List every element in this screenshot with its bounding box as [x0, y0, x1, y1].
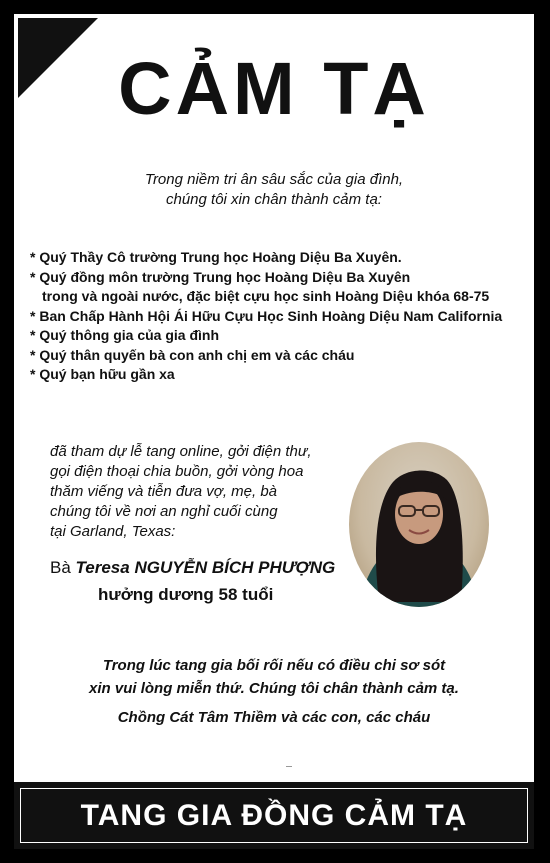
list-item: trong và ngoài nước, đặc biệt cựu học sinh Hoàng Diệu khóa 68-75: [42, 288, 490, 304]
list-item: * Quý bạn hữu gần xa: [30, 366, 175, 382]
list-item: * Ban Chấp Hành Hội Ái Hữu Cựu Học Sinh Hoàng Diệu Nam California: [30, 307, 503, 324]
obituary-card: [14, 14, 534, 849]
thanks-list: [30, 248, 530, 385]
deceased-block: [50, 554, 370, 608]
list-item: * Quý Thầy Cô trường Trung học Hoàng Diệu Ba Xuyên.: [30, 249, 402, 265]
attendance-line: gọi điện thoại chia buồn, gởi vòng hoa: [50, 463, 304, 480]
footer-banner: [14, 782, 534, 849]
intro-line: chúng tôi xin chân thành cảm tạ:: [166, 191, 382, 208]
list-item: * Quý thân quyến bà con anh chị em và các cháu: [30, 346, 355, 363]
closing-text: [14, 654, 534, 700]
attendance-line: chúng tôi về nơi an nghỉ cuối cùng: [50, 503, 278, 520]
list-item: * Quý thông gia của gia đình: [30, 327, 220, 343]
attendance-line: tại Garland, Texas:: [50, 523, 176, 540]
signature: Chồng Cát Tâm Thiềm và các con, các cháu: [117, 709, 431, 726]
closing-line: Trong lúc tang gia bối rối nếu có điều chi sơ sót: [102, 657, 446, 674]
list-item: * Quý đồng môn trường Trung học Hoàng Diệu Ba Xuyên: [30, 268, 411, 285]
attendance-line: thăm viếng và tiễn đưa vợ, mẹ, bà: [50, 483, 278, 500]
portrait-icon: [349, 442, 489, 607]
deceased-name-line: [50, 554, 370, 581]
deceased-portrait: [349, 442, 489, 607]
closing-line: xin vui lòng miễn thứ. Chúng tôi chân thành cảm tạ.: [89, 680, 459, 697]
deceased-prefix: Bà: [50, 558, 71, 577]
intro-text: [14, 170, 534, 210]
deceased-name: Teresa NGUYỄN BÍCH PHƯỢNG: [75, 558, 336, 577]
attendance-text: [50, 442, 360, 542]
page-title: CẢM TẠ: [118, 47, 430, 130]
intro-line: Trong niềm tri ân sâu sắc của gia đình,: [144, 171, 404, 188]
attendance-line: đã tham dự lễ tang online, gởi điện thư,: [50, 443, 312, 460]
footer-text: TANG GIA ĐỒNG CẢM TẠ: [20, 788, 528, 843]
divider: [286, 766, 292, 767]
deceased-age: hưởng dương 58 tuổi: [98, 585, 274, 604]
